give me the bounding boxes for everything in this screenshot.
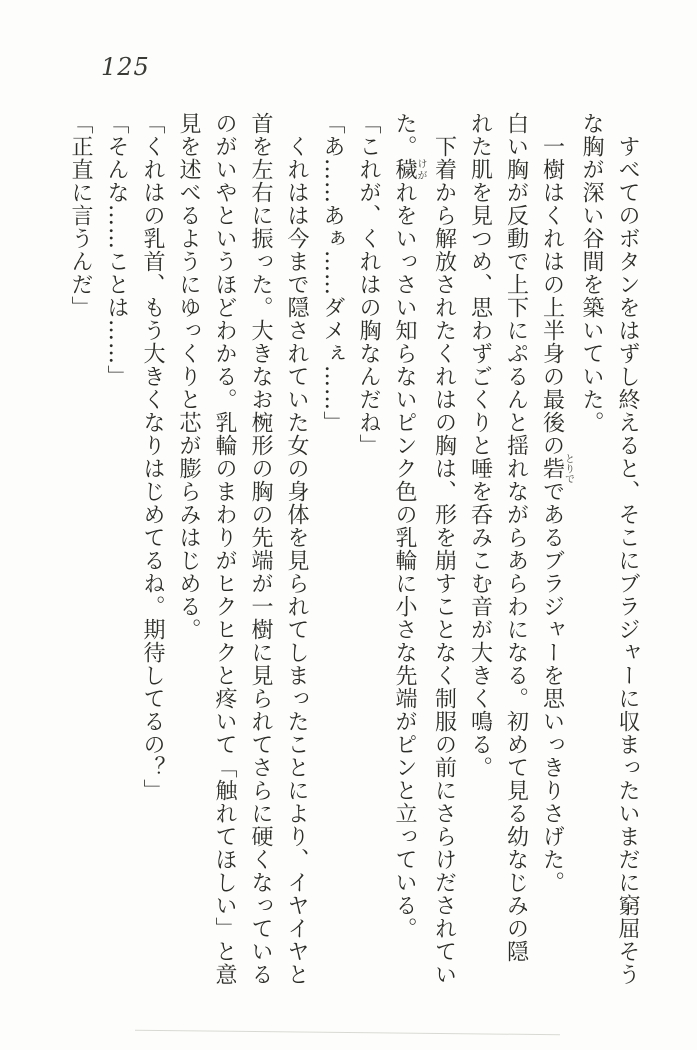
text-line: くれはは今まで隠されていた女の身体を見られてしまったことにより、イヤイヤと bbox=[284, 112, 309, 986]
page-text bbox=[62, 112, 645, 992]
furigana: けが bbox=[415, 158, 426, 181]
text-line: な胸が深い谷間を築いていた。 bbox=[579, 112, 604, 434]
text-line: 「正直に言うんだ」 bbox=[68, 112, 93, 319]
ruby-annotated-kanji: 穢けが bbox=[392, 158, 426, 181]
text-line: のがいやというほどわかる。乳輪のまわりがヒクヒクと疼いて「触れてほしい」と意 bbox=[212, 112, 237, 986]
text-line: 首を左右に振った。大きなお椀形の胸の先端が一樹に見られてさらに硬くなっている bbox=[248, 112, 273, 986]
text-line: 下着から解放されたくれはの胸は、形を崩すことなく制服の前にさらけだされてい bbox=[431, 112, 457, 986]
text-line: た。穢けがれをいっさい知らないピンク色の乳輪に小さな先端がピンと立っている。 bbox=[392, 112, 426, 940]
text-line: 見を述べるようにゆっくりと芯が膨らみはじめる。 bbox=[176, 112, 201, 641]
text-line: 「そんな……ことは……」 bbox=[104, 112, 129, 388]
text-line: れた肌を見つめ、思わずごくりと唾を呑みこむ音が大きく鳴る。 bbox=[467, 112, 493, 779]
text-line: 「あ……あぁ……ダメぇ……」 bbox=[320, 112, 345, 434]
text-line: 「これが、くれはの胸なんだね」 bbox=[356, 112, 381, 457]
text-line: 一樹はくれはの上半身の最後の砦とりでであるブラジャーを思いっきりさげた。 bbox=[539, 112, 574, 894]
text-line: 白い胸が反動で上下にぷるんと揺れながらあらわになる。初めて見る幼なじみの隠 bbox=[503, 112, 529, 963]
text-line: すべてのボタンをはずし終えると、そこにブラジャーに収まったいまだに窮屈そう bbox=[615, 112, 640, 986]
text-line: 「くれはの乳首、もう大きくなりはじめてるね。期待してるの？」 bbox=[140, 112, 165, 802]
ruby-annotated-kanji: 砦とりで bbox=[539, 453, 574, 484]
page-number: 125 bbox=[101, 53, 150, 81]
scan-artifact-line bbox=[135, 1030, 560, 1035]
furigana: とりで bbox=[562, 453, 574, 484]
